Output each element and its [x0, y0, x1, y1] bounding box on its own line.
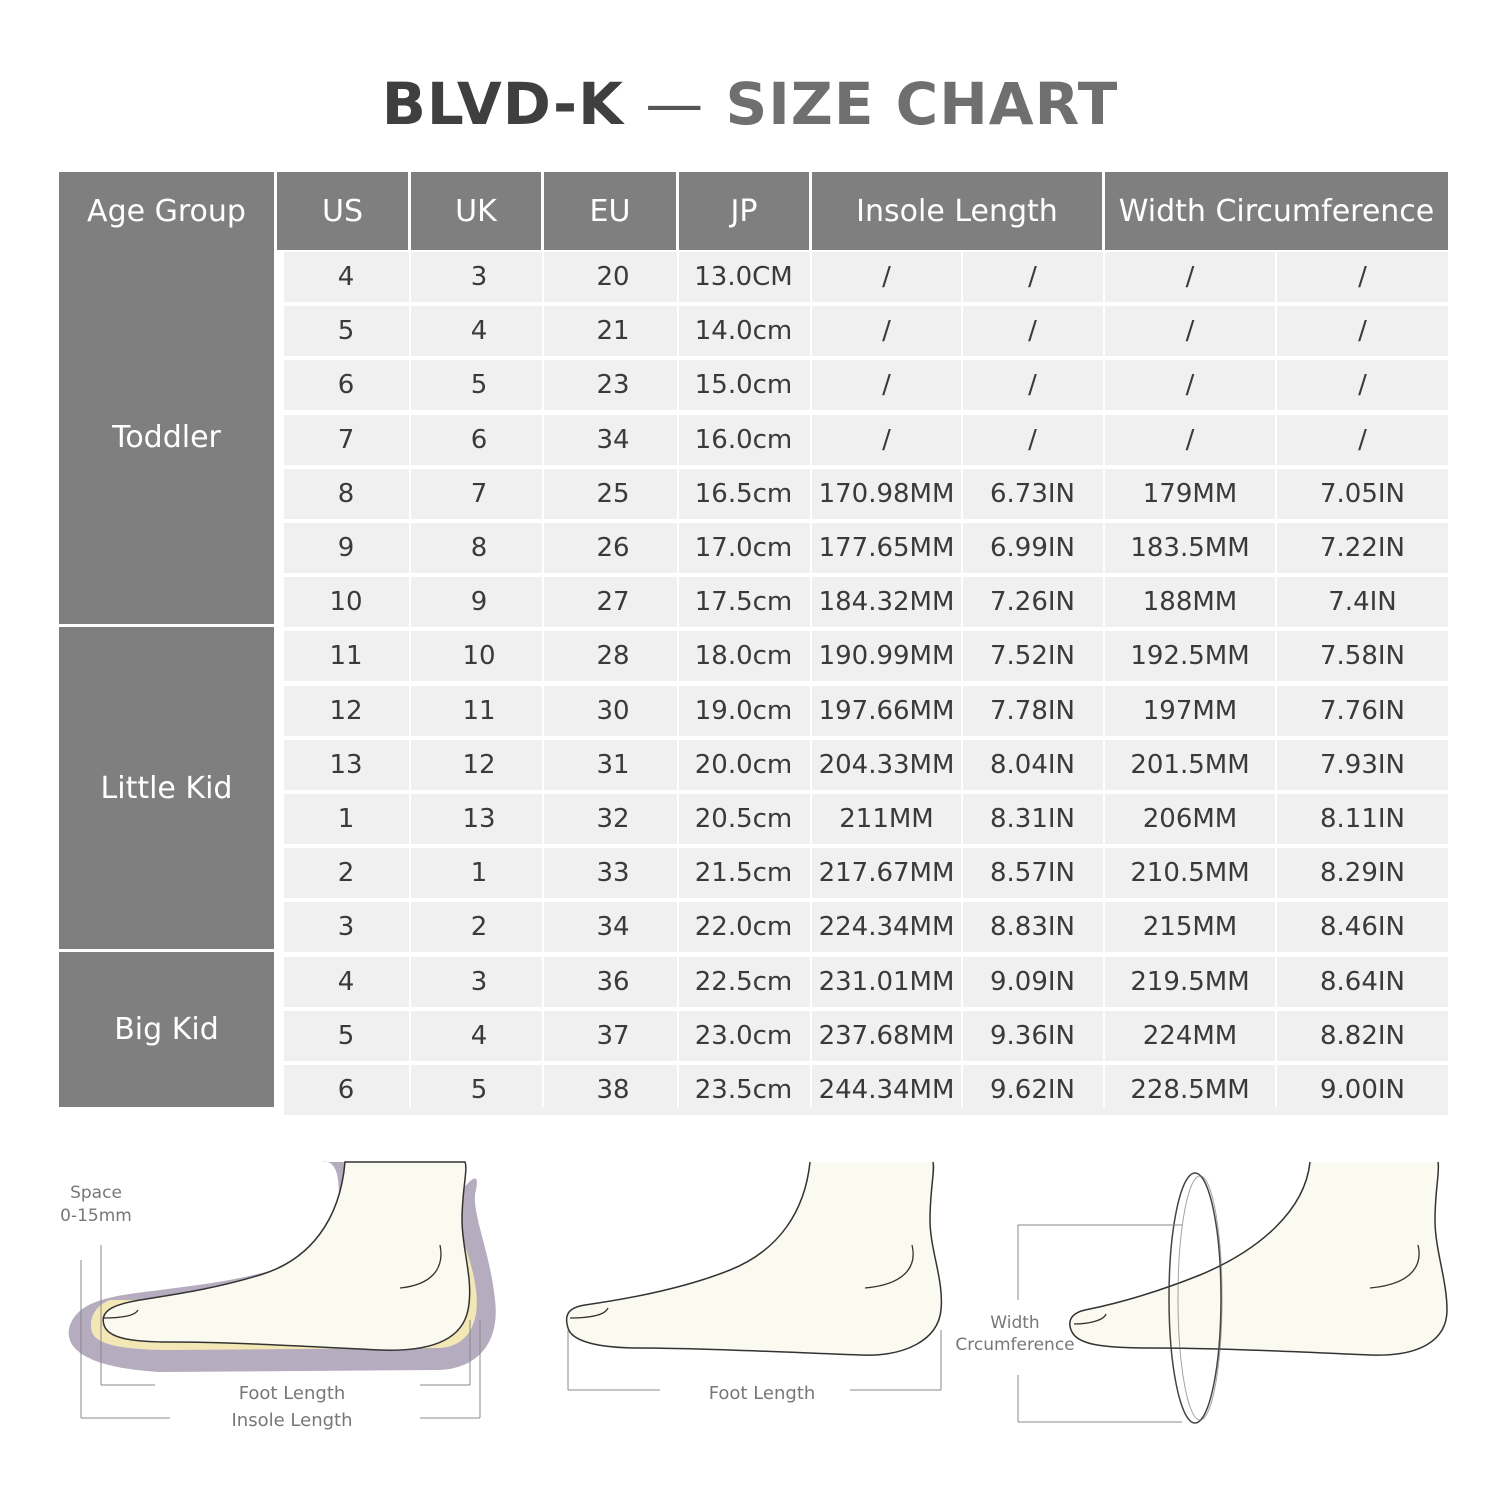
cell-insole-in: 8.57IN [989, 858, 1075, 889]
circumference-label: Crcumference [955, 1335, 1075, 1355]
cell-width-mm: 215MM [1142, 912, 1238, 943]
cell-uk: 8 [470, 533, 488, 563]
cell-uk: 6 [470, 424, 488, 455]
cell-insole-mm: 231.01MM [818, 966, 955, 997]
column-divider [961, 250, 963, 1107]
group-big-kid: Big Kid [59, 952, 274, 1107]
cell-insole-in: 9.09IN [989, 966, 1075, 997]
foot-shape-3 [1070, 1162, 1447, 1355]
cell-width-mm: 201.5MM [1130, 749, 1250, 780]
cell-eu: 28 [596, 641, 630, 672]
cell-us: 12 [329, 695, 363, 726]
width-circumference-diagram [955, 1162, 1447, 1423]
foot-shape-2 [567, 1162, 942, 1355]
cell-insole-mm: 204.33MM [818, 749, 955, 780]
cell-uk: 3 [470, 966, 488, 997]
column-divider [1275, 250, 1277, 1107]
cell-width-in: 8.82IN [1319, 1020, 1405, 1051]
cell-jp: 16.5cm [694, 478, 793, 509]
cell-insole-mm: 237.68MM [818, 1020, 955, 1051]
cell-us: 13 [329, 749, 363, 780]
foot-shape-1 [103, 1162, 470, 1350]
cell-jp: 21.5cm [694, 858, 793, 889]
cell-eu: 27 [596, 587, 630, 618]
cell-width-in: 8.29IN [1319, 858, 1405, 889]
cell-us: 6 [337, 370, 355, 401]
cell-jp: 17.0cm [694, 533, 793, 563]
cell-width-mm: 183.5MM [1130, 533, 1250, 563]
cell-width-in: / [1358, 424, 1367, 455]
cell-width-mm: 219.5MM [1130, 966, 1250, 997]
header-jp: JP [679, 172, 809, 250]
cell-eu: 23 [596, 370, 630, 401]
cell-width-in: 8.11IN [1319, 804, 1405, 834]
cell-uk: 12 [462, 749, 496, 780]
cell-insole-in: 9.36IN [989, 1020, 1075, 1051]
foot-length-diagram [567, 1162, 942, 1404]
cell-eu: 34 [596, 424, 630, 455]
cell-eu: 26 [596, 533, 630, 563]
cell-eu: 32 [596, 804, 630, 834]
cell-us: 10 [329, 587, 363, 618]
cell-uk: 13 [462, 804, 496, 834]
insole-foot-diagram [60, 1162, 496, 1431]
cell-jp: 20.0cm [694, 749, 793, 780]
cell-uk: 10 [462, 641, 496, 672]
cell-us: 2 [337, 858, 355, 889]
cell-us: 4 [337, 262, 355, 292]
group-toddler: Toddler [59, 250, 274, 624]
column-divider [542, 250, 544, 1107]
cell-uk: 1 [470, 858, 488, 889]
cell-width-in: 7.76IN [1319, 695, 1405, 726]
cell-width-mm: / [1185, 262, 1195, 292]
space-range-label: 0-15mm [60, 1206, 132, 1226]
header-uk: UK [411, 172, 541, 250]
cell-width-in: 7.22IN [1319, 533, 1405, 563]
width-label: Width [990, 1313, 1040, 1333]
cell-jp: 23.0cm [694, 1020, 793, 1051]
cell-insole-mm: 177.65MM [818, 533, 955, 563]
cell-us: 4 [337, 966, 355, 997]
cell-insole-in: 7.52IN [989, 641, 1075, 672]
cell-insole-in: 8.04IN [989, 749, 1075, 780]
cell-uk: 2 [470, 912, 488, 943]
cell-jp: 17.5cm [694, 587, 793, 618]
cell-us: 9 [337, 533, 355, 563]
cell-eu: 36 [596, 966, 630, 997]
cell-us: 5 [337, 1020, 355, 1051]
cell-insole-in: 7.26IN [989, 587, 1075, 618]
cell-insole-mm: 197.66MM [818, 695, 955, 726]
cell-insole-in: / [1028, 262, 1037, 292]
cell-insole-mm: / [882, 262, 891, 292]
cell-insole-mm: 217.67MM [818, 858, 955, 889]
column-divider [810, 250, 812, 1107]
cell-us: 11 [329, 641, 363, 672]
cell-uk: 7 [470, 478, 488, 509]
cell-insole-in: / [1028, 424, 1037, 455]
group-little-kid: Little Kid [59, 627, 274, 949]
cell-insole-mm: 170.98MM [818, 478, 955, 509]
cell-uk: 4 [470, 316, 488, 347]
cell-width-mm: 179MM [1142, 478, 1238, 509]
cell-width-mm: 192.5MM [1130, 641, 1250, 672]
cell-insole-in: 7.78IN [989, 695, 1075, 726]
cell-jp: 22.0cm [694, 912, 793, 943]
space-label: Space [70, 1183, 122, 1203]
cell-insole-in: 6.99IN [989, 533, 1075, 563]
cell-uk: 4 [470, 1020, 488, 1051]
cell-width-mm: 228.5MM [1130, 1075, 1250, 1105]
cell-uk: 5 [470, 370, 488, 401]
cell-width-in: 7.4IN [1328, 587, 1397, 618]
cell-width-mm: 197MM [1142, 695, 1238, 726]
title-dash: — [645, 70, 705, 138]
cell-uk: 5 [470, 1075, 488, 1105]
cell-eu: 37 [596, 1020, 630, 1051]
cell-eu: 31 [596, 749, 630, 780]
foot-measurement-illustrations [0, 1150, 1500, 1450]
cell-insole-in: 6.73IN [989, 478, 1075, 509]
title-size-chart: SIZE CHART [725, 70, 1119, 138]
cell-width-in: / [1358, 370, 1367, 401]
cell-insole-mm: / [882, 316, 891, 347]
cell-us: 1 [337, 804, 355, 834]
cell-width-in: 8.64IN [1319, 966, 1405, 997]
foot-length-label-1: Foot Length [238, 1383, 346, 1404]
cell-eu: 34 [596, 912, 630, 943]
cell-jp: 15.0cm [694, 370, 793, 401]
cell-eu: 20 [596, 262, 630, 292]
cell-jp: 23.5cm [694, 1075, 793, 1105]
header-us: US [277, 172, 408, 250]
cell-width-mm: 206MM [1142, 804, 1238, 834]
cell-us: 5 [337, 316, 355, 347]
cell-width-mm: 210.5MM [1130, 858, 1250, 889]
cell-jp: 22.5cm [694, 966, 793, 997]
cell-insole-mm: 190.99MM [818, 641, 955, 672]
cell-width-in: / [1358, 316, 1367, 347]
cell-uk: 11 [462, 695, 496, 726]
cell-us: 3 [337, 912, 355, 943]
cell-jp: 13.0CM [694, 262, 793, 292]
column-divider [677, 250, 679, 1107]
cell-jp: 18.0cm [694, 641, 793, 672]
cell-width-in: 7.58IN [1319, 641, 1405, 672]
cell-insole-mm: 184.32MM [818, 587, 955, 618]
cell-insole-in: / [1028, 316, 1037, 347]
cell-width-in: / [1358, 262, 1367, 292]
cell-eu: 21 [596, 316, 630, 347]
cell-width-in: 9.00IN [1319, 1075, 1405, 1105]
cell-width-mm: 188MM [1142, 587, 1238, 618]
cell-insole-in: 8.83IN [989, 912, 1075, 943]
page-title [0, 62, 1500, 146]
cell-uk: 3 [470, 262, 488, 292]
cell-us: 7 [337, 424, 355, 455]
cell-us: 6 [337, 1075, 355, 1105]
cell-eu: 30 [596, 695, 630, 726]
header-width-circumference: Width Circumference [1105, 172, 1448, 250]
header-age-group: Age Group [59, 172, 274, 250]
cell-width-mm: / [1185, 316, 1195, 347]
cell-eu: 33 [596, 858, 630, 889]
cell-width-mm: 224MM [1142, 1020, 1238, 1051]
cell-insole-mm: / [882, 370, 891, 401]
cell-insole-in: 9.62IN [989, 1075, 1075, 1105]
cell-jp: 20.5cm [694, 804, 793, 834]
header-insole-length: Insole Length [812, 172, 1102, 250]
cell-insole-mm: 244.34MM [818, 1075, 955, 1105]
cell-jp: 19.0cm [694, 695, 793, 726]
cell-jp: 16.0cm [694, 424, 793, 455]
cell-width-in: 7.05IN [1319, 478, 1405, 509]
cell-insole-mm: / [882, 424, 891, 455]
cell-us: 8 [337, 478, 355, 509]
cell-width-in: 8.46IN [1319, 912, 1405, 943]
header-eu: EU [544, 172, 676, 250]
cell-insole-in: 8.31IN [989, 804, 1075, 834]
column-divider [1103, 250, 1105, 1107]
cell-insole-mm: 224.34MM [818, 912, 955, 943]
title-brand: BLVD-K [381, 70, 625, 138]
cell-uk: 9 [470, 587, 488, 618]
cell-width-in: 7.93IN [1319, 749, 1405, 780]
foot-length-label-2: Foot Length [708, 1383, 816, 1404]
cell-jp: 14.0cm [694, 316, 793, 347]
column-divider [409, 250, 411, 1107]
cell-eu: 25 [596, 478, 630, 509]
cell-insole-mm: 211MM [839, 804, 934, 834]
cell-eu: 38 [596, 1075, 630, 1105]
cell-width-mm: / [1185, 424, 1195, 455]
cell-insole-in: / [1028, 370, 1037, 401]
cell-width-mm: / [1185, 370, 1195, 401]
insole-length-label: Insole Length [231, 1410, 353, 1431]
